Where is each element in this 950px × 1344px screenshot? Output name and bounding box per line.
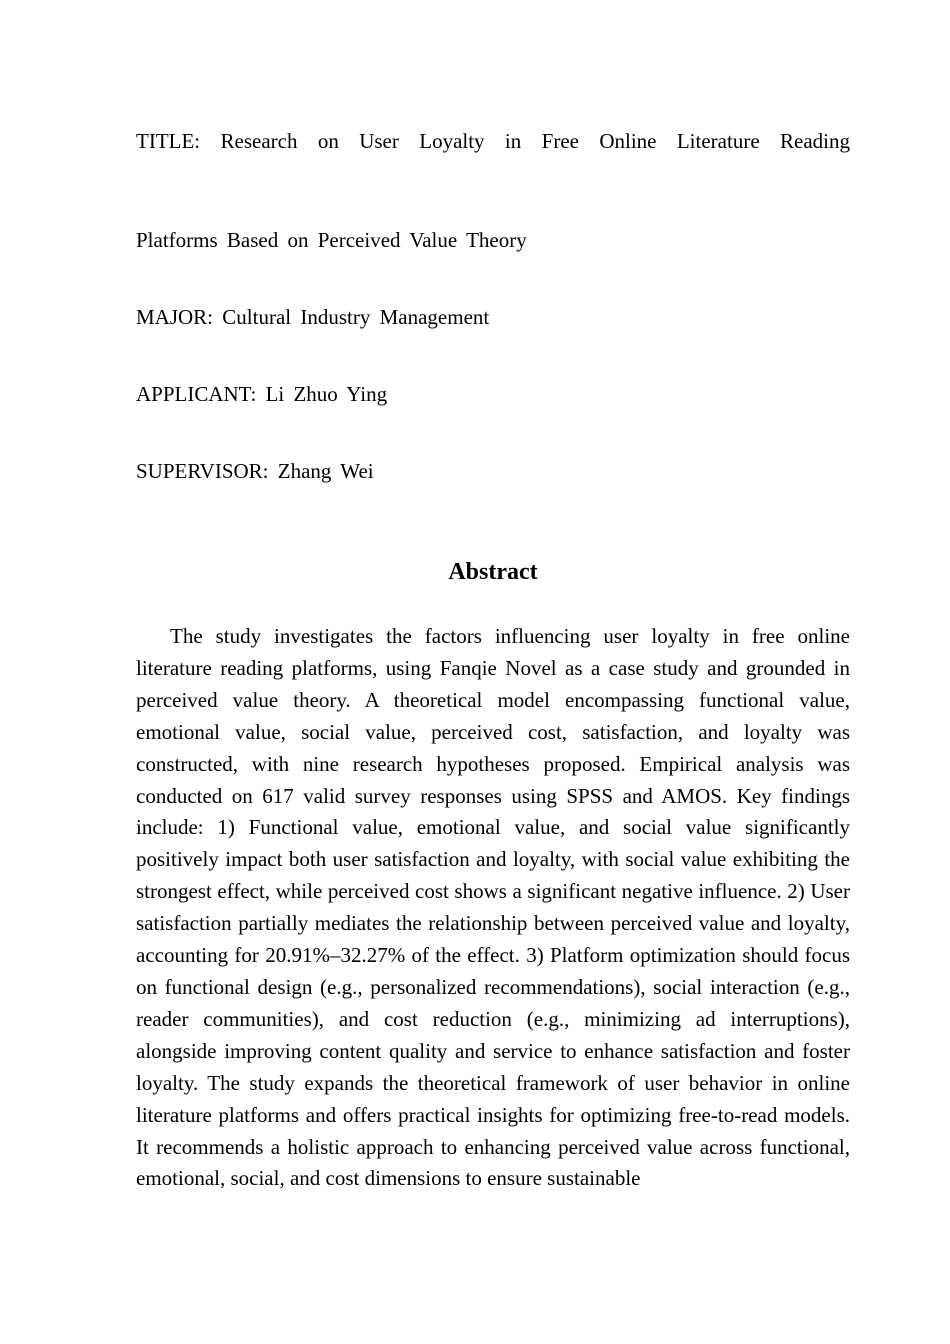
major-line [136, 305, 489, 329]
applicant-value: Li Zhuo Ying [265, 382, 388, 406]
supervisor-value: Zhang Wei [277, 459, 374, 483]
major-value: Cultural Industry Management [222, 305, 490, 329]
abstract-heading: Abstract [448, 559, 538, 585]
abstract-body: The study investigates the factors influencing user loyalty in free online literature reading platforms, using Fanqie Novel as a case study and grounded in perceived value theory. A theoretical model encompassing functional value, emotional value, social value, perceived cost, satisfaction, and loyalty was constructed, with nine research hypotheses proposed. Empirical analysis was conducted on 617 valid survey responses using SPSS and AMOS. Key findings include: 1) Functional value, emotional value, and social value significantly positively impact both user satisfaction and loyalty, with social value exhibiting the strongest effect, while perceived cost shows a significant negative influence. 2) User satisfaction partially mediates the relationship between perceived value and loyalty, accounting for 20.91%–32.27% of the effect. 3) Platform optimization should focus on functional design (e.g., personalized recommendations), social interaction (e.g., reader communities), and cost reduction (e.g., minimizing ad interruptions), alongside improving content quality and service to enhance satisfaction and foster loyalty. The study expands the theoretical framework of user behavior in online literature platforms and offers practical insights for optimizing free-to-read models. It recommends a holistic approach to enhancing perceived value across functional, emotional, social, and cost dimensions to ensure sustainable [136, 624, 850, 1191]
title-continuation [136, 228, 527, 252]
title-line [136, 129, 850, 153]
title-text-part1: Research on User Loyalty in Free Online Literature Reading [220, 129, 850, 153]
applicant-label: APPLICANT: [136, 382, 257, 406]
major-label: MAJOR: [136, 305, 214, 329]
supervisor-label: SUPERVISOR: [136, 459, 269, 483]
applicant-line [136, 382, 387, 406]
title-text-part2: Platforms Based on Perceived Value Theory [136, 228, 527, 252]
supervisor-line [136, 459, 374, 483]
title-label: TITLE: [136, 129, 201, 153]
